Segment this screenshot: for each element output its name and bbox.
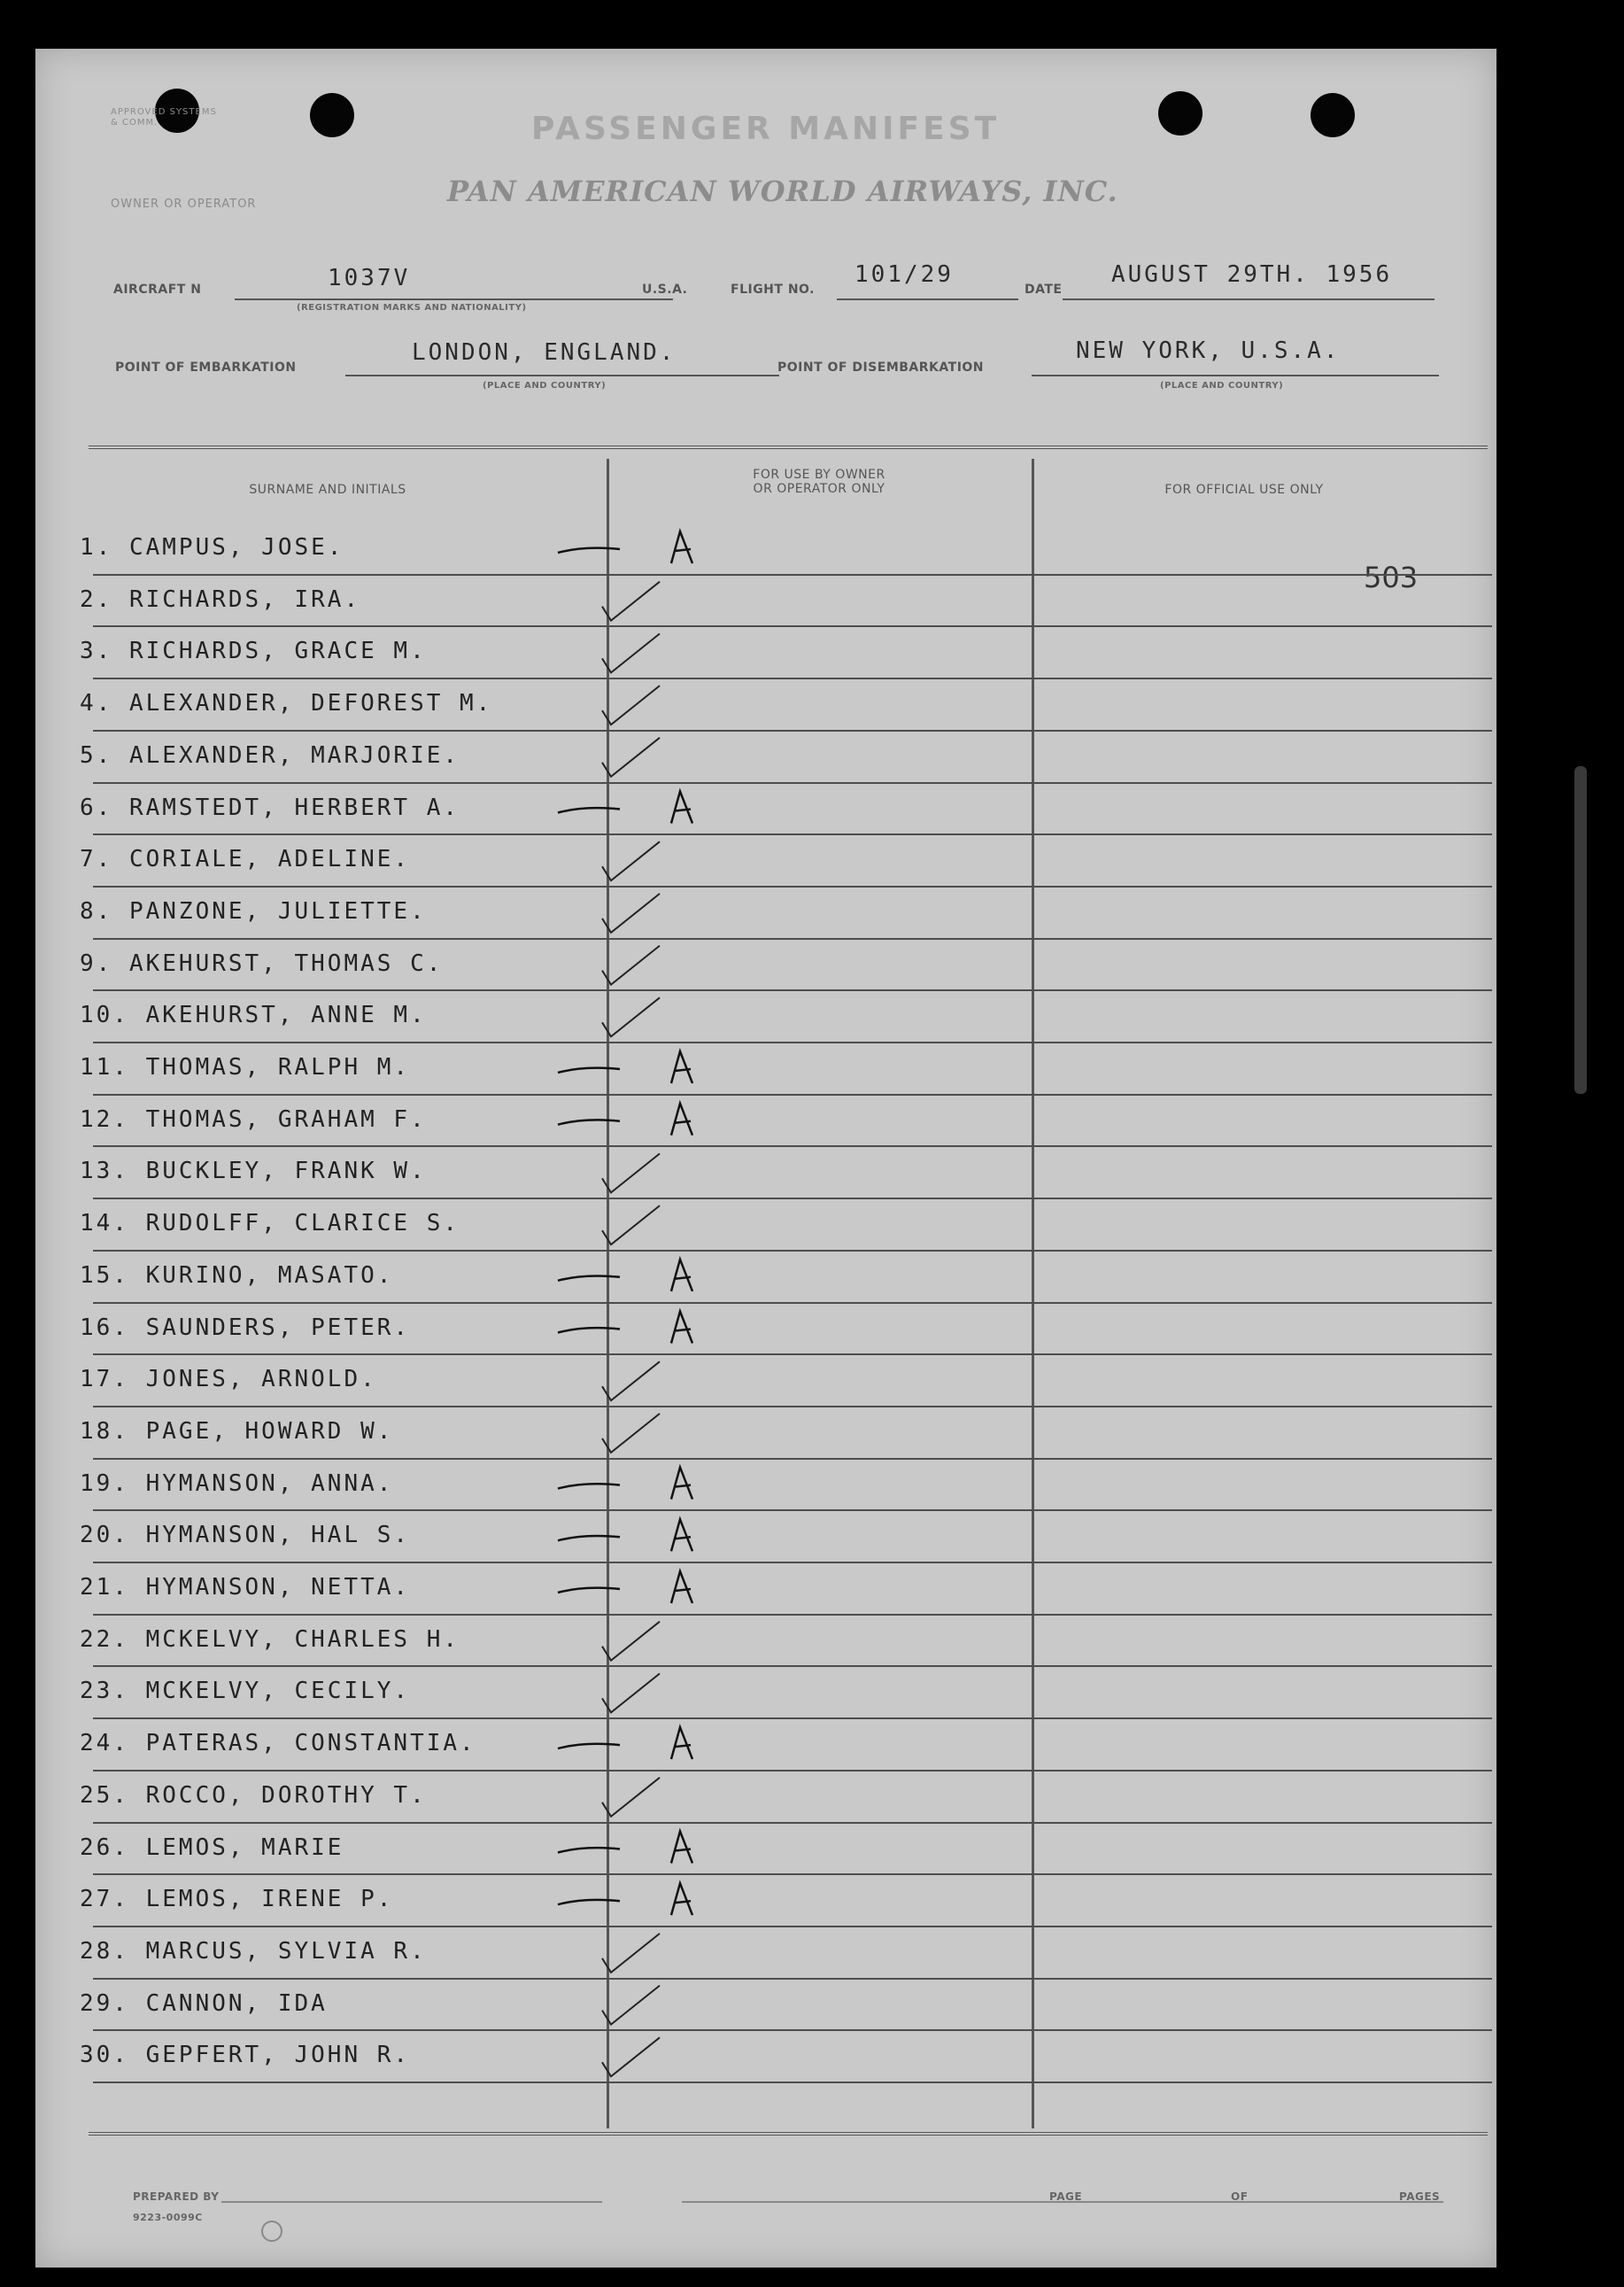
passenger-name: 1. CAMPUS, JOSE. <box>80 534 344 561</box>
prepared-by-label: PREPARED BY <box>133 2190 220 2203</box>
passenger-name: 30. GEPFERT, JOHN R. <box>80 2042 411 2069</box>
aircraft-number: 1037V <box>328 265 411 291</box>
a-mark <box>671 531 692 563</box>
a-mark <box>671 1104 692 1136</box>
dash-mark <box>558 1900 620 1904</box>
check-mark <box>602 997 660 1036</box>
check-mark <box>602 1986 660 2025</box>
a-mark <box>671 1519 692 1551</box>
dash-mark <box>558 1848 620 1852</box>
column-header-owner-2: OR OPERATOR ONLY <box>753 482 885 496</box>
a-mark <box>671 1051 692 1083</box>
check-mark <box>602 1622 660 1661</box>
of-label: OF <box>1231 2190 1249 2203</box>
aircraft-label: AIRCRAFT N <box>113 283 202 297</box>
form-number: 9223-0099C <box>133 2212 203 2223</box>
check-mark <box>602 2037 660 2076</box>
passenger-name: 3. RICHARDS, GRACE M. <box>80 638 427 665</box>
passenger-name: 2. RICHARDS, IRA. <box>80 585 361 613</box>
disembarkation-place: NEW YORK, U.S.A. <box>1076 337 1341 364</box>
passenger-name: 27. LEMOS, IRENE P. <box>80 1886 394 1913</box>
flight-label: FLIGHT NO. <box>731 283 815 297</box>
dash-mark <box>558 1275 620 1280</box>
passenger-name: 25. ROCCO, DOROTHY T. <box>80 1781 427 1809</box>
airline-name: PAN AMERICAN WORLD AIRWAYS, INC. <box>447 174 1118 208</box>
a-mark <box>671 1312 692 1344</box>
date-label: DATE <box>1025 283 1063 297</box>
check-mark <box>602 1153 660 1192</box>
a-mark <box>671 1468 692 1500</box>
passenger-name: 10. AKEHURST, ANNE M. <box>80 1002 427 1029</box>
a-mark <box>671 1727 692 1759</box>
passenger-name: 26. LEMOS, MARIE <box>80 1833 344 1861</box>
passenger-name: 8. PANZONE, JULIETTE. <box>80 897 427 925</box>
a-mark <box>671 1883 692 1915</box>
passenger-name: 5. ALEXANDER, MARJORIE. <box>80 741 460 769</box>
passenger-name: 28. MARCUS, SYLVIA R. <box>80 1937 427 1965</box>
passenger-name: 19. HYMANSON, ANNA. <box>80 1469 394 1497</box>
binder-clip <box>1574 766 1587 1094</box>
approval-stamp: APPROVED SYSTEMS & COMM. <box>111 107 217 128</box>
dash-mark <box>558 1744 620 1748</box>
column-header-names: SURNAME AND INITIALS <box>249 483 406 497</box>
check-mark <box>602 686 660 725</box>
a-mark <box>671 1571 692 1603</box>
dash-mark <box>558 1120 620 1124</box>
passenger-name: 6. RAMSTEDT, HERBERT A. <box>80 794 460 821</box>
passenger-name: 9. AKEHURST, THOMAS C. <box>80 950 444 977</box>
owner-label: OWNER OR OPERATOR <box>111 198 257 211</box>
column-header-official: FOR OFFICIAL USE ONLY <box>1164 483 1324 497</box>
flight-number: 101/29 <box>855 261 954 288</box>
passenger-name: 11. THOMAS, RALPH M. <box>80 1054 411 1081</box>
check-mark <box>602 841 660 880</box>
embarkation-place: LONDON, ENGLAND. <box>412 339 677 366</box>
usa-label: U.S.A. <box>642 283 688 297</box>
dash-mark <box>558 1068 620 1073</box>
check-mark <box>602 633 660 672</box>
check-mark <box>602 1206 660 1244</box>
a-mark <box>671 1832 692 1864</box>
flight-date: AUGUST 29TH. 1956 <box>1111 261 1393 288</box>
passenger-name: 23. MCKELVY, CECILY. <box>80 1678 411 1705</box>
passenger-name: 24. PATERAS, CONSTANTIA. <box>80 1730 476 1757</box>
check-mark <box>602 1673 660 1712</box>
page-label: PAGE <box>1049 2190 1083 2203</box>
passenger-name: 29. CANNON, IDA <box>80 1989 328 2017</box>
official-number: 503 <box>1364 561 1419 594</box>
dash-mark <box>558 1328 620 1332</box>
check-mark <box>602 1778 660 1817</box>
check-mark <box>602 738 660 777</box>
passenger-name: 18. PAGE, HOWARD W. <box>80 1417 394 1445</box>
check-mark <box>602 946 660 985</box>
check-mark <box>602 1361 660 1400</box>
check-mark <box>602 1414 660 1453</box>
disembarkation-label: POINT OF DISEMBARKATION <box>777 360 985 375</box>
passenger-name: 21. HYMANSON, NETTA. <box>80 1574 411 1601</box>
passenger-name: 12. THOMAS, GRAHAM F. <box>80 1105 427 1133</box>
a-mark <box>671 1260 692 1291</box>
dash-mark <box>558 548 620 553</box>
passenger-name: 22. MCKELVY, CHARLES H. <box>80 1625 460 1653</box>
a-mark <box>671 792 692 824</box>
column-header-owner-1: FOR USE BY OWNER <box>753 468 885 482</box>
dash-mark <box>558 1484 620 1488</box>
passenger-name: 15. KURINO, MASATO. <box>80 1261 394 1289</box>
passenger-name: 17. JONES, ARNOLD. <box>80 1366 377 1393</box>
pages-label: PAGES <box>1399 2190 1441 2203</box>
disembarkation-note: (PLACE AND COUNTRY) <box>1160 381 1284 391</box>
dash-mark <box>558 1588 620 1593</box>
check-mark <box>602 1934 660 1973</box>
manifest-sheet <box>35 49 1496 2268</box>
passenger-name: 14. RUDOLFF, CLARICE S. <box>80 1210 460 1237</box>
form-title: PASSENGER MANIFEST <box>531 111 1001 147</box>
handwritten-marks <box>35 49 1496 2268</box>
dash-mark <box>558 1536 620 1540</box>
check-mark <box>602 894 660 933</box>
embarkation-note: (PLACE AND COUNTRY) <box>483 381 607 391</box>
dash-mark <box>558 808 620 812</box>
passenger-name: 13. BUCKLEY, FRANK W. <box>80 1158 427 1185</box>
passenger-name: 7. CORIALE, ADELINE. <box>80 846 411 873</box>
check-mark <box>602 582 660 621</box>
passenger-name: 20. HYMANSON, HAL S. <box>80 1522 411 1549</box>
passenger-name: 16. SAUNDERS, PETER. <box>80 1314 411 1341</box>
passenger-name: 4. ALEXANDER, DEFOREST M. <box>80 690 493 717</box>
embarkation-label: POINT OF EMBARKATION <box>115 360 297 375</box>
registration-note: (REGISTRATION MARKS AND NATIONALITY) <box>297 303 527 313</box>
